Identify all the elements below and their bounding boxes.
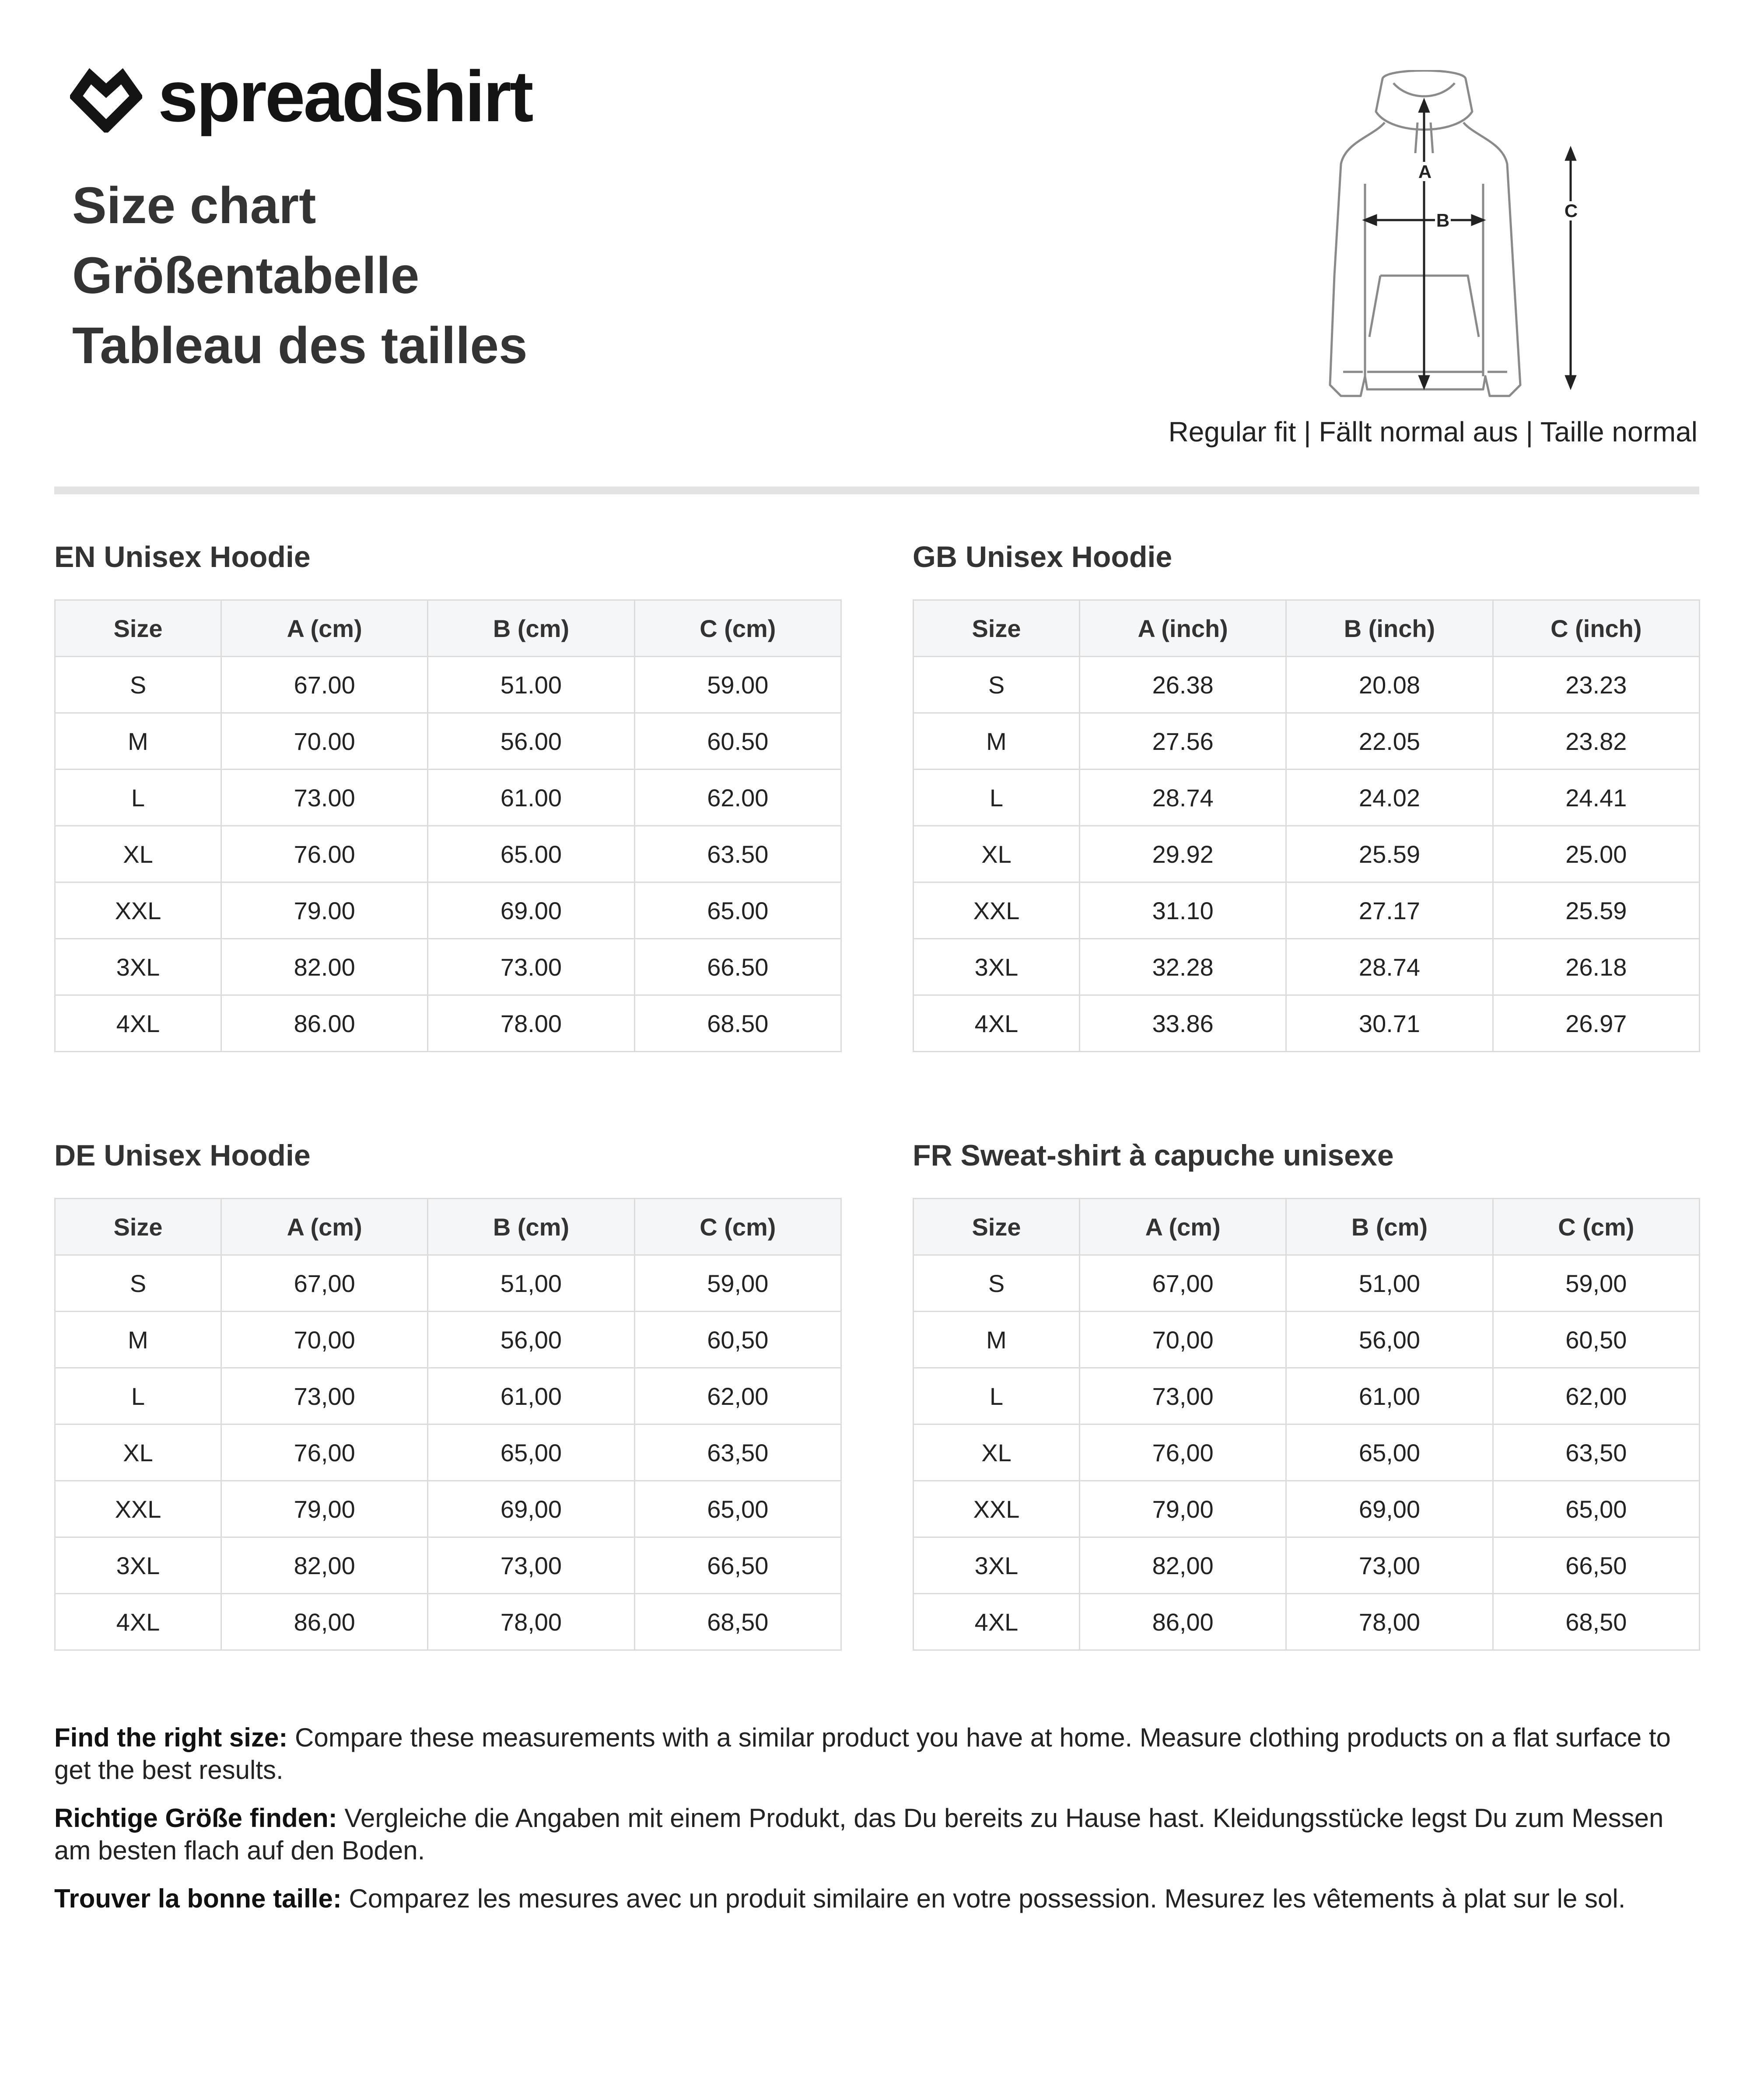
measurement-cell: 25.59	[1286, 826, 1493, 882]
table-block-de	[54, 1137, 842, 1636]
size-cell: 3XL	[914, 939, 1080, 995]
title-de: Größentabelle	[72, 247, 420, 304]
measurement-cell: 67.00	[221, 657, 428, 713]
size-cell: M	[55, 1312, 221, 1368]
size-cell: XL	[55, 826, 221, 882]
size-cell: 4XL	[914, 1594, 1080, 1650]
size-cell: M	[914, 713, 1080, 770]
measurement-cell: 61,00	[1286, 1368, 1493, 1424]
size-table	[54, 599, 842, 1052]
table-row	[55, 1424, 841, 1481]
column-header: C (cm)	[634, 1199, 841, 1255]
size-cell: 4XL	[55, 1594, 221, 1650]
measurement-cell: 22.05	[1286, 713, 1493, 770]
measurement-cell: 63,50	[1493, 1424, 1699, 1481]
table-header-row	[55, 1199, 841, 1255]
measurement-cell: 60,50	[634, 1312, 841, 1368]
measurement-cell: 51,00	[1286, 1255, 1493, 1312]
measurement-cell: 82,00	[221, 1537, 428, 1594]
table-title: FR Sweat-shirt à capuche unisexe	[913, 1139, 1394, 1172]
measurement-cell: 28.74	[1080, 770, 1286, 826]
size-cell: L	[55, 1368, 221, 1424]
measurement-cell: 66.50	[634, 939, 841, 995]
measurement-cell: 78,00	[428, 1594, 634, 1650]
measurement-cell: 73,00	[1286, 1537, 1493, 1594]
note-text: Comparez les mesures avec un produit similaire en votre possession. Mesurez les vêtements à plat sur le sol.	[341, 1884, 1626, 1913]
size-cell: L	[914, 770, 1080, 826]
measurement-cell: 86,00	[221, 1594, 428, 1650]
size-cell: 3XL	[55, 939, 221, 995]
note-text: Compare these measurements with a similar product you have at home. Measure clothing products on a flat surface to get the best results.	[54, 1723, 1671, 1785]
note-en	[54, 1722, 1699, 1786]
measurement-cell: 27.17	[1286, 882, 1493, 939]
measurement-cell: 24.41	[1493, 770, 1699, 826]
table-row	[55, 826, 841, 882]
table-block-gb	[913, 538, 1700, 1037]
measurement-cell: 51,00	[428, 1255, 634, 1312]
size-cell: L	[914, 1368, 1080, 1424]
measurement-cell: 79,00	[1080, 1481, 1286, 1537]
measurement-cell: 76.00	[221, 826, 428, 882]
column-header: Size	[55, 600, 221, 657]
size-cell: XXL	[914, 1481, 1080, 1537]
measurement-cell: 73.00	[221, 770, 428, 826]
table-row	[914, 882, 1700, 939]
measurement-cell: 30.71	[1286, 995, 1493, 1052]
measurement-cell: 59.00	[634, 657, 841, 713]
column-header: Size	[914, 1199, 1080, 1255]
measurement-cell: 67,00	[1080, 1255, 1286, 1312]
size-cell: XXL	[55, 882, 221, 939]
table-row	[914, 1368, 1700, 1424]
column-header: A (cm)	[1080, 1199, 1286, 1255]
column-header: Size	[914, 600, 1080, 657]
measurement-cell: 61.00	[428, 770, 634, 826]
measurement-cell: 67,00	[221, 1255, 428, 1312]
table-row	[55, 995, 841, 1052]
column-header: B (cm)	[428, 600, 634, 657]
measurement-cell: 51.00	[428, 657, 634, 713]
size-table	[913, 1198, 1700, 1651]
measurement-cell: 65,00	[1493, 1481, 1699, 1537]
measurement-cell: 66,50	[1493, 1537, 1699, 1594]
size-cell: S	[55, 1255, 221, 1312]
title-en: Size chart	[72, 177, 316, 234]
note-de	[54, 1802, 1699, 1867]
table-row	[914, 1594, 1700, 1650]
table-header-row	[914, 1199, 1700, 1255]
measurement-cell: 65,00	[634, 1481, 841, 1537]
measurement-cell: 86,00	[1080, 1594, 1286, 1650]
measurement-cell: 59,00	[634, 1255, 841, 1312]
measurement-cell: 23.23	[1493, 657, 1699, 713]
measurement-cell: 86.00	[221, 995, 428, 1052]
measurement-cell: 73,00	[221, 1368, 428, 1424]
table-header-row	[55, 600, 841, 657]
hoodie-measurement-diagram	[1308, 70, 1597, 402]
table-row	[914, 657, 1700, 713]
label-a: A	[1418, 161, 1432, 182]
measurement-cell: 23.82	[1493, 713, 1699, 770]
column-header: Size	[55, 1199, 221, 1255]
table-row	[55, 939, 841, 995]
table-row	[55, 1537, 841, 1594]
table-block-fr	[913, 1137, 1700, 1636]
size-cell: XXL	[55, 1481, 221, 1537]
measurement-cell: 82,00	[1080, 1537, 1286, 1594]
size-cell: XXL	[914, 882, 1080, 939]
measurement-cell: 65.00	[634, 882, 841, 939]
measurement-cell: 20.08	[1286, 657, 1493, 713]
table-row	[914, 1312, 1700, 1368]
size-cell: XL	[55, 1424, 221, 1481]
measurement-cell: 56,00	[428, 1312, 634, 1368]
page-titles	[72, 171, 528, 381]
table-row	[55, 770, 841, 826]
measurement-cell: 70,00	[1080, 1312, 1286, 1368]
measurement-cell: 26.18	[1493, 939, 1699, 995]
table-row	[914, 713, 1700, 770]
measurement-cell: 26.38	[1080, 657, 1286, 713]
measurement-cell: 31.10	[1080, 882, 1286, 939]
size-cell: 3XL	[914, 1537, 1080, 1594]
table-row	[55, 1255, 841, 1312]
size-cell: L	[55, 770, 221, 826]
measurement-cell: 56.00	[428, 713, 634, 770]
brand-wordmark: spreadshirt	[158, 56, 532, 136]
table-row	[55, 713, 841, 770]
size-table	[913, 599, 1700, 1052]
measurement-cell: 82.00	[221, 939, 428, 995]
sizing-notes	[54, 1722, 1699, 1931]
size-table	[54, 1198, 842, 1651]
measurement-cell: 26.97	[1493, 995, 1699, 1052]
measurement-cell: 78.00	[428, 995, 634, 1052]
divider	[54, 486, 1699, 494]
measurement-cell: 66,50	[634, 1537, 841, 1594]
column-header: A (cm)	[221, 600, 428, 657]
measurement-cell: 33.86	[1080, 995, 1286, 1052]
measurement-cell: 62,00	[1493, 1368, 1699, 1424]
column-header: A (cm)	[221, 1199, 428, 1255]
measurement-cell: 68,50	[1493, 1594, 1699, 1650]
size-cell: S	[55, 657, 221, 713]
measurement-cell: 70.00	[221, 713, 428, 770]
measurement-cell: 68,50	[634, 1594, 841, 1650]
measurement-cell: 60,50	[1493, 1312, 1699, 1368]
note-label: Find the right size:	[54, 1723, 288, 1752]
note-label: Richtige Größe finden:	[54, 1803, 337, 1833]
measurement-cell: 73,00	[428, 1537, 634, 1594]
measurement-cell: 27.56	[1080, 713, 1286, 770]
measurement-cell: 76,00	[1080, 1424, 1286, 1481]
measurement-cell: 28.74	[1286, 939, 1493, 995]
measurement-cell: 79.00	[221, 882, 428, 939]
size-cell: S	[914, 657, 1080, 713]
label-b: B	[1436, 210, 1450, 231]
table-row	[55, 1594, 841, 1650]
measurement-cell: 60.50	[634, 713, 841, 770]
measurement-cell: 73.00	[428, 939, 634, 995]
measurement-cell: 69.00	[428, 882, 634, 939]
column-header: A (inch)	[1080, 600, 1286, 657]
measurement-cell: 68.50	[634, 995, 841, 1052]
column-header: B (inch)	[1286, 600, 1493, 657]
column-header: B (cm)	[428, 1199, 634, 1255]
table-row	[55, 1368, 841, 1424]
table-title: GB Unisex Hoodie	[913, 540, 1172, 574]
table-header-row	[914, 600, 1700, 657]
table-title: DE Unisex Hoodie	[54, 1139, 311, 1172]
measurement-cell: 65,00	[428, 1424, 634, 1481]
heart-logo-icon	[70, 60, 142, 133]
note-fr	[54, 1883, 1699, 1915]
measurement-cell: 62.00	[634, 770, 841, 826]
table-row	[914, 770, 1700, 826]
table-row	[914, 1537, 1700, 1594]
size-cell: M	[914, 1312, 1080, 1368]
size-cell: 4XL	[55, 995, 221, 1052]
table-row	[914, 1424, 1700, 1481]
table-row	[55, 1312, 841, 1368]
size-cell: XL	[914, 1424, 1080, 1481]
size-cell: 4XL	[914, 995, 1080, 1052]
measurement-cell: 70,00	[221, 1312, 428, 1368]
size-cell: S	[914, 1255, 1080, 1312]
table-row	[914, 1481, 1700, 1537]
column-header: C (inch)	[1493, 600, 1699, 657]
measurement-cell: 76,00	[221, 1424, 428, 1481]
table-row	[914, 1255, 1700, 1312]
size-cell: 3XL	[55, 1537, 221, 1594]
table-row	[914, 826, 1700, 882]
table-row	[55, 1481, 841, 1537]
measurement-cell: 79,00	[221, 1481, 428, 1537]
brand-logo	[70, 56, 532, 136]
measurement-cell: 25.59	[1493, 882, 1699, 939]
column-header: C (cm)	[634, 600, 841, 657]
title-fr: Tableau des tailles	[72, 317, 528, 374]
table-row	[55, 657, 841, 713]
measurement-cell: 78,00	[1286, 1594, 1493, 1650]
measurement-cell: 61,00	[428, 1368, 634, 1424]
measurement-cell: 63.50	[634, 826, 841, 882]
measurement-cell: 63,50	[634, 1424, 841, 1481]
measurement-cell: 29.92	[1080, 826, 1286, 882]
measurement-cell: 62,00	[634, 1368, 841, 1424]
measurement-cell: 69,00	[428, 1481, 634, 1537]
measurement-cell: 65.00	[428, 826, 634, 882]
table-row	[914, 995, 1700, 1052]
table-row	[55, 882, 841, 939]
table-block-en	[54, 538, 842, 1037]
measurement-cell: 59,00	[1493, 1255, 1699, 1312]
size-cell: M	[55, 713, 221, 770]
measurement-cell: 24.02	[1286, 770, 1493, 826]
label-c: C	[1564, 200, 1578, 221]
column-header: B (cm)	[1286, 1199, 1493, 1255]
measurement-cell: 73,00	[1080, 1368, 1286, 1424]
fit-note: Regular fit | Fällt normal aus | Taille normal	[1168, 416, 1698, 448]
size-cell: XL	[914, 826, 1080, 882]
column-header: C (cm)	[1493, 1199, 1699, 1255]
table-title: EN Unisex Hoodie	[54, 540, 311, 574]
note-label: Trouver la bonne taille:	[54, 1884, 342, 1913]
note-text: Vergleiche die Angaben mit einem Produkt, das Du bereits zu Hause hast. Kleidungsstücke legst Du zum Messen am besten flach auf den Boden.	[54, 1803, 1664, 1865]
measurement-cell: 32.28	[1080, 939, 1286, 995]
measurement-cell: 56,00	[1286, 1312, 1493, 1368]
measurement-cell: 25.00	[1493, 826, 1699, 882]
table-row	[914, 939, 1700, 995]
measurement-cell: 69,00	[1286, 1481, 1493, 1537]
measurement-cell: 65,00	[1286, 1424, 1493, 1481]
